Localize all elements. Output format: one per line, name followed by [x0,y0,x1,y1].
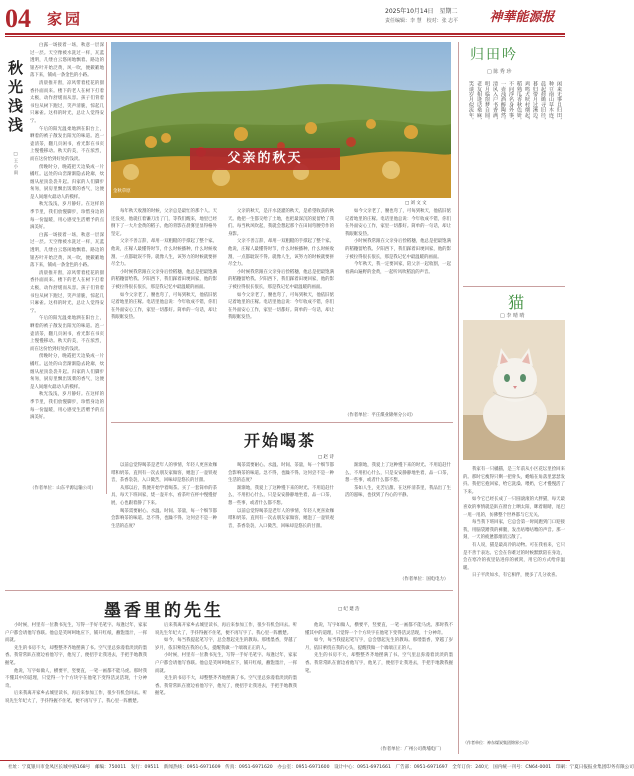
newspaper-logo: 神華能源报 [489,10,555,25]
column-divider [458,42,459,754]
section-divider [111,422,453,423]
article-byline-teacher: （作者单位：广州公司黄埔电厂） [378,747,444,752]
cat-article-author: □ 李 晴 晴 [500,313,525,319]
article-body-tea-col3: 渐渐地，我爱上了这种慢下来的时光。不用追赶什么，不用担心什么，只是安安静静地坐着，品一口茶，想一些事，或者什么都不想。 茶如人生，先苦后甜。在这杯清茶里，我品出了生活的滋味，也找到了内心的平静。 [345,463,451,499]
article-byline-father: （作者单位：平庄煤业锦州分公司） [345,413,416,418]
column-divider [106,42,107,494]
article-body-teacher-col3: 他说，写字如做人，横要平，竖要直，一笔一画都不能马虎。那时我不懂其中的道理，只觉得一个个方块字在他笔下变得活灵活现，十分神奇。 如今，每当我提起笔写字，总会想起先生的教诲。那缕墨香，穿越了岁月，依旧萦绕在我的心头，提醒我做一个端端正正的人。 先生的书房不大，却整整齐齐地摆满了书。空气里总弥漫着淡淡的墨香。我常常趴在窗边看他写字，他见了，便招手让我进去，手把手地教我握笔。 [305,623,453,674]
article-body-tea-col1: 以前总觉得喝茶是老年人的事情，年轻人更喜欢咖啡和奶茶。直到有一次去朋友家做客，她泡了一壶铁观音，茶香袅袅，入口微苦，回味却是悠长的甘甜。 从那以后，我便开始学着喝茶。买了一套简单的茶具，每天下班回家，烧一壶开水，看茶叶在杯中慢慢舒展，心也跟着静了下来。 喝茶需要耐心。水温、时间、茶量，每一个细节都会影响茶的味道。急不得，也躁不得。这何尝不是一种生活的态度？ [111,463,217,529]
poem-title: 归田吟 [470,47,518,63]
article-title-tea: 开始喝茶 [244,431,317,450]
section-divider [463,286,565,287]
article-author-teacher: □ 纪 建 浩 [338,607,360,612]
header-rule-thin [5,36,565,37]
autumn-landscape-photo [111,42,451,198]
article-body-father-col2: 父亲的秋天，是汗水浇灌的秋天，是希望收获的秋天。他把一生都交给了土地，也把最深沉的爱留给了我们。每当秋风吹起，我就会想起那个在田间弯腰劳作的身影。 父亲不善言辞，却用一双粗糙的手撑起了整个家。他说，庄稼人最懂得时节，什么时候播种，什么时候收割，一点都耽误不得。就像人生，该努力的时候就要拼尽全力。 小时候我常跟在父亲身后捡稻穗，他总是把最饱满的稻穗留给我。夕阳西下，我们踩着田埂回家，他的影子被拉得很长很长，那是我记忆中最温暖的画面。 如今父亲老了，腰也弯了，可每到秋天，他依旧惦记着地里的庄稼。电话里他总说：今年收成不错，你们在外面安心工作，家里一切都好。简单的一句话，却让我眼眶发热。 [228,209,334,321]
cat-article-byline: （作者单位：神东煤炭集团锦界公司） [463,740,531,745]
article-author-autumn: □ 王 小 雨 [13,152,18,175]
article-title-autumn: 秋光浅浅 [6,60,24,136]
poem-body: 闲来无事且归田， 种豆南山草木连。 晨起荷锄寻旧径， 暮归带月过溪边。 鸡鸣犬吠村烟起， 稻熟瓜香秋色妍。 不问浮名身外事， 一壶浊酒醉陶然。 清风入户书香满， 明月临窗梦自圆。 老友相逢话桑麻， 笑谈岁月似流年。 [468,81,562,123]
article-body-father-col3: 如今父亲老了，腰也弯了，可每到秋天，他依旧惦记着地里的庄稼。电话里他总说：今年收成不错，你们在外面安心工作，家里一切都好。简单的一句话，却让我眼眶发热。 小时候我常跟在父亲身后捡稻穗，他总是把最饱满的稻穗留给我。夕阳西下，我们踩着田埂回家，他的影子被拉得很长很长，那是我记忆中最温暖的画面。 今年秋天，我一定要回家，陪父亲一起收割，一起看满山遍野的金黄，一起听风吹稻浪的声音。 [345,209,451,275]
cat-article-title: 猫 [508,293,525,312]
article-title-teacher: 墨香里的先生 [104,601,224,621]
photo-title: 父亲的秋天 [227,151,303,166]
cat-article-body: 我家有一只橘猫，是三年前从小区花坛里捡回来的。那时它瘦得只剩一把骨头，蜷缩在角落里瑟瑟发抖。我把它抱回家，给它洗澡、喂奶，它才慢慢活了下来。 如今它已经长成了一只圆滚滚的大胖猫，每天最喜欢的事情就是趴在窗台上晒太阳，眯着眼睛，尾巴一甩一甩的，仿佛整个世界都与它无关。 每当我下班回家，它总会第一时间跑到门口迎接我，用脑袋蹭我的裤腿，发出咕噜咕噜的声音。那一刻，一天的疲惫都烟消云散了。 有人说，猫是最高冷的动物。可在我看来，它只是不善于表达。它会在你难过的时候默默陪在身边，会在寒冷的夜里钻进你的被窝，用它的方式给你温暖。 日子平淡如水，有它相伴，便多了几分欢喜。 [463,467,565,579]
cat-photo [463,320,565,460]
article-body-teacher-col1: 小时候，村里有一位教书先生，写得一手好毛笔字。每逢过年，家家户户都会请他写春联。他总是笑呵呵地应下，铺开红纸，蘸饱墨汁，一挥而就。 先生的书房不大，却整整齐齐地摆满了书。空气里总弥漫着淡淡的墨香。我常常趴在窗边看他写字，他见了，便招手让我进去，手把手地教我握笔。 他说，写字如做人，横要平，竖要直，一笔一画都不能马虎。那时我不懂其中的道理，只觉得一个个方块字在他笔下变得活灵活现，十分神奇。 后来我离开家乡去城里读书，再后来参加工作，很少有机会回去。听说先生年纪大了，手抖得握不住笔，便不再写字了。我心里一阵酸楚。 [5,623,147,704]
page-number: 04 [5,4,31,33]
article-byline-tea: （作者单位：国电电力） [400,577,449,582]
article-body-father-col1: 每年秋天收割的时候，父亲总是最忙的那个人。天还没亮，他就扛着镰刀出了门，等我们醒来，地里已经倒下了一大片金黄的稻子。他的背影在晨雾里显得格外坚定。 父亲不善言辞，却用一双粗糙的手撑起了整个家。他说，庄稼人最懂得时节，什么时候播种，什么时候收割，一点都耽误不得。就像人生，该努力的时候就要拼尽全力。 小时候我常跟在父亲身后捡稻穗，他总是把最饱满的稻穗留给我。夕阳西下，我们踩着田埂回家，他的影子被拉得很长很长，那是我记忆中最温暖的画面。 如今父亲老了，腰也弯了，可每到秋天，他依旧惦记着地里的庄稼。电话里他总说：今年收成不错，你们在外面安心工作，家里一切都好。简单的一句话，却让我眼眶发热。 [111,209,217,321]
article-byline-autumn: （作者单位：山东平源运输公司） [30,486,96,491]
issue-date: 2025年10月14日 星期二 [385,8,458,15]
poem-author: □ 陈 秀 珍 [487,69,512,75]
article-body-tea-col2: 喝茶需要耐心。水温、时间、茶量，每一个细节都会影响茶的味道。急不得，也躁不得。这何尝不是一种生活的态度？ 渐渐地，我爱上了这种慢下来的时光。不用追赶什么，不用担心什么，只是安安静静地坐着，品一口茶，想一些事，或者什么都不想。 以前总觉得喝茶是老年人的事情，年轻人更喜欢咖啡和奶茶。直到有一次去朋友家做客，她泡了一壶铁观音，茶香袅袅，入口微苦，回味却是悠长的甘甜。 [228,463,334,529]
header-rule [5,33,565,35]
article-body-autumn: 白露一场接着一场，秋意一层深过一层。天空像被水洗过一样，瓦蓝透明，几缕白云悠闲地飘着。路边的银杏叶开始泛黄，风一吹，便簌簌地落下来，铺成一条金色的小路。 清晨推开窗，凉风带着桂花的甜香扑面而来。楼下的老人在树下打着太极，动作舒缓而从容。孩子们背着书包从树下跑过，笑声清脆，惊起几只麻雀。这样的时光，总让人觉得安宁。 午后的阳光温柔地洒在阳台上，晒着的被子散发出阳光的味道。泡一壶清茶，翻几页闲书，看光影在书页上慢慢移动。秋天的美，不在浓烈，而在这份恰到好处的浅淡。 傍晚时分，晚霞把天边染成一片橘红。远处的山峦渐渐隐去轮廓，炊烟从屋顶袅袅升起。归家的人们脚步匆匆，厨房里飘出饭菜的香气，这便是人间烟火最动人的模样。 秋光浅浅，岁月静好。在这样的季节里，我们放慢脚步，珍惜身边的每一份温暖，用心感受生活赠予的点滴美好。 白露一场接着一场，秋意一层深过一层。天空像被水洗过一样，瓦蓝透明，几缕白云悠闲地飘着。路边的银杏叶开始泛黄，风一吹，便簌簌地落下来，铺成一条金色的小路。 清晨推开窗，凉风带着桂花的甜香扑面而来。楼下的老人在树下打着太极，动作舒缓而从容。孩子们背着书包从树下跑过，笑声清脆，惊起几只麻雀。这样的时光，总让人觉得安宁。 午后的阳光温柔地洒在阳台上，晒着的被子散发出阳光的味道。泡一壶清茶，翻几页闲书，看光影在书页上慢慢移动。秋天的美，不在浓烈，而在这份恰到好处的浅淡。 傍晚时分，晚霞把天边染成一片橘红。远处的山峦渐渐隐去轮廓，炊烟从屋顶袅袅升起。归家的人们脚步匆匆，厨房里飘出饭菜的香气，这便是人间烟火最动人的模样。 秋光浅浅，岁月静好。在这样的季节里，我们放慢脚步，珍惜身边的每一份温暖，用心感受生活赠予的点滴美好。 [30,43,104,421]
article-author-tea: □ 赵 诗 [318,455,334,460]
photo-caption: 金秋草原 [113,189,131,194]
section-title: 家园 [47,10,84,28]
article-author-father: □ 刘 文 文 [405,201,427,206]
editor-credit: 责任编辑：李 慧 校对：张 志平 [385,18,459,24]
article-body-teacher-col2: 后来我离开家乡去城里读书，再后来参加工作，很少有机会回去。听说先生年纪大了，手抖得握不住笔，便不再写字了。我心里一阵酸楚。 如今，每当我提起笔写字，总会想起先生的教诲。那缕墨香，穿越了岁月，依旧萦绕在我的心头，提醒我做一个端端正正的人。 小时候，村里有一位教书先生，写得一手好毛笔字。每逢过年，家家户户都会请他写春联。他总是笑呵呵地应下，铺开红纸，蘸饱墨汁，一挥而就。 先生的书房不大，却整整齐齐地摆满了书。空气里总弥漫着淡淡的墨香。我常常趴在窗边看他写字，他见了，便招手让我进去，手把手地教我握笔。 [155,623,297,697]
section-divider [5,590,453,591]
footer-info: 社址：宁夏银川市金凤区长城中路168号 邮编：750011 发行：09511 新闻热线：0951-6971609 传真：0951-6971620 办公室：0951-6971600 设计中心：0951-6971661 广告部：0951-6971697 全年订价：240元 国内统一刊号：CN64-0001 印刷：宁夏日报报业集团印务有限公司 [8,765,634,770]
